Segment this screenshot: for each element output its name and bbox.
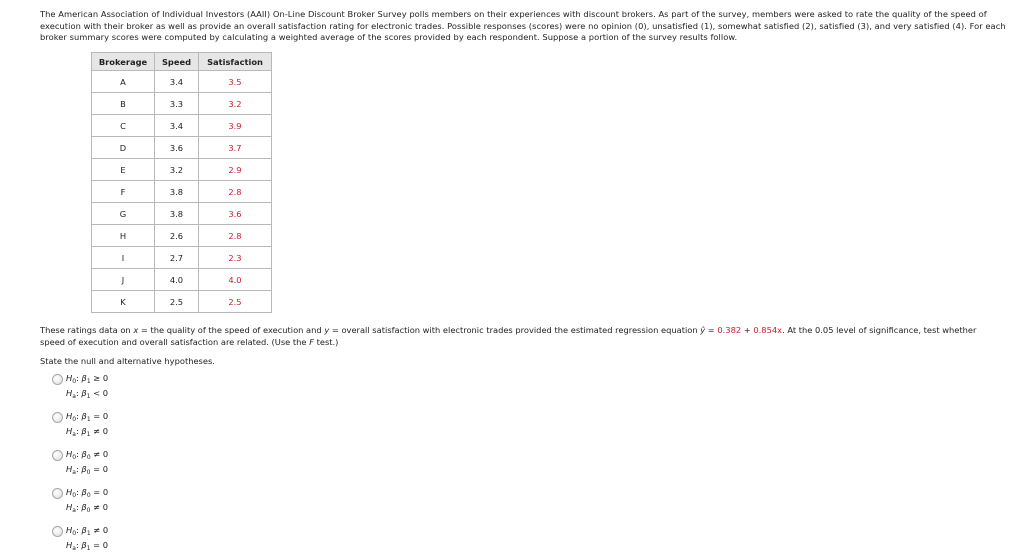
null-hypothesis [66,487,108,497]
cell-speed: 3.4 [155,71,199,93]
colon: : [76,449,82,459]
cell-brokerage: A [92,71,155,93]
beta-subscript: 1 [86,416,91,423]
cell-speed: 3.3 [155,93,199,115]
relation: < 0 [90,388,109,398]
h0-subscript: 0 [72,492,77,499]
header-speed: Speed [155,53,199,71]
table-row [92,115,272,137]
intercept-value: 0.382 [717,325,742,335]
relation: ≥ 0 [90,373,109,383]
h-symbol: H [66,373,73,383]
table-row [92,291,272,313]
ha-subscript: a [72,393,76,400]
plus-sign: + [741,325,754,335]
alternative-hypothesis [66,388,108,398]
relation: = 0 [90,411,109,421]
question-part4: . At the 0.05 level of significance, test whether speed of execution and overall satisfaction are related. (Use the [40,325,977,347]
radio-button[interactable] [52,450,63,461]
cell-satisfaction: 2.8 [199,181,272,203]
hypotheses-prompt: State the null and alternative hypotheses. [40,356,215,366]
alternative-hypothesis [66,540,108,550]
beta-subscript: 1 [86,530,91,537]
table-row [92,137,272,159]
slope-term: 0.854x [753,325,783,335]
cell-satisfaction: 2.5 [199,291,272,313]
table-row [92,225,272,247]
header-brokerage: Brokerage [92,53,155,71]
beta-symbol: β [81,449,87,459]
cell-satisfaction: 4.0 [199,269,272,291]
null-hypothesis [66,411,108,421]
colon: : [76,525,82,535]
colon: : [75,502,82,512]
radio-button[interactable] [52,374,63,385]
h-symbol: H [66,525,73,535]
h0-subscript: 0 [72,378,77,385]
table-row [92,93,272,115]
cell-satisfaction: 3.7 [199,137,272,159]
beta-symbol: β [81,540,87,550]
cell-brokerage: B [92,93,155,115]
null-hypothesis [66,373,108,383]
beta-subscript: 0 [86,492,91,499]
cell-speed: 3.8 [155,181,199,203]
cell-speed: 3.2 [155,159,199,181]
beta-symbol: β [81,411,87,421]
cell-speed: 4.0 [155,269,199,291]
question-text [40,325,1000,348]
beta-subscript: 1 [86,378,91,385]
colon: : [76,487,82,497]
cell-brokerage: H [92,225,155,247]
table-row [92,269,272,291]
question-part2: = the quality of the speed of execution and [138,325,325,335]
h-symbol: H [66,411,73,421]
question-part3: = overall satisfaction with electronic trades provided the estimated regression equation [329,325,701,335]
cell-speed: 3.8 [155,203,199,225]
cell-satisfaction: 3.6 [199,203,272,225]
beta-symbol: β [81,388,87,398]
beta-symbol: β [81,502,87,512]
h-symbol: H [66,464,73,474]
relation: ≠ 0 [90,426,109,436]
table-row [92,247,272,269]
cell-satisfaction: 3.2 [199,93,272,115]
problem-intro: The American Association of Individual Investors (AAII) On-Line Discount Broker Survey polls members on their experiences with discount brokers. As part of the survey, members were asked to rate the quality of the speed of execution with their broker as well as provide an overall satisfaction rating for electronic trades. Possible responses (scores) were no opinion (0), unsatisfied (1), somewhat satisfied (2), satisfied (3), and very satisfied (4). For each broker summary scores were computed by calculating a weighted average of the scores provided by each respondent. Suppose a portion of the survey results follow. [40,9,1006,42]
beta-symbol: β [81,487,87,497]
h-symbol: H [66,426,73,436]
survey-results-table [91,52,272,313]
beta-subscript: 0 [86,454,91,461]
relation: = 0 [90,464,109,474]
h-symbol: H [66,502,73,512]
radio-button[interactable] [52,488,63,499]
cell-satisfaction: 3.9 [199,115,272,137]
equals-sign: = [705,325,718,335]
cell-speed: 3.6 [155,137,199,159]
null-hypothesis [66,449,108,459]
cell-speed: 2.6 [155,225,199,247]
cell-brokerage: F [92,181,155,203]
cell-satisfaction: 2.9 [199,159,272,181]
relation: = 0 [90,540,109,550]
ha-subscript: a [72,507,76,514]
beta-symbol: β [81,464,87,474]
cell-speed: 3.4 [155,115,199,137]
beta-subscript: 1 [86,431,91,438]
h-symbol: H [66,388,73,398]
relation: ≠ 0 [90,525,109,535]
h0-subscript: 0 [72,454,77,461]
question-part5: test.) [313,336,339,347]
cell-satisfaction: 2.8 [199,225,272,247]
beta-subscript: 1 [86,393,91,400]
question-part1: These ratings data on [40,325,134,335]
cell-brokerage: J [92,269,155,291]
y-variable: y [324,325,330,335]
beta-subscript: 1 [86,545,91,552]
colon: : [75,540,82,550]
colon: : [75,426,82,436]
cell-satisfaction: 3.5 [199,71,272,93]
alternative-hypothesis [66,426,108,436]
colon: : [75,388,82,398]
colon: : [75,464,82,474]
colon: : [76,373,82,383]
x-variable: x [133,325,139,335]
y-hat: ŷ [700,325,706,335]
radio-button[interactable] [52,412,63,423]
beta-subscript: 0 [86,507,91,514]
table-row [92,181,272,203]
relation: = 0 [90,487,109,497]
cell-brokerage: K [92,291,155,313]
table-row [92,203,272,225]
beta-symbol: β [81,525,87,535]
beta-symbol: β [81,373,87,383]
h-symbol: H [66,449,73,459]
cell-brokerage: D [92,137,155,159]
alternative-hypothesis [66,502,108,512]
ha-subscript: a [72,545,76,552]
cell-brokerage: I [92,247,155,269]
cell-speed: 2.5 [155,291,199,313]
cell-speed: 2.7 [155,247,199,269]
beta-symbol: β [81,426,87,436]
cell-brokerage: E [92,159,155,181]
header-satisfaction: Satisfaction [199,53,272,71]
alternative-hypothesis [66,464,108,474]
colon: : [76,411,82,421]
h0-subscript: 0 [72,416,77,423]
cell-brokerage: G [92,203,155,225]
relation: ≠ 0 [90,502,109,512]
table-row [92,71,272,93]
ha-subscript: a [72,431,76,438]
h-symbol: H [66,487,73,497]
table-header-row [92,53,272,71]
f-variable: F [309,336,314,347]
h-symbol: H [66,540,73,550]
beta-subscript: 0 [86,469,91,476]
cell-satisfaction: 2.3 [199,247,272,269]
h0-subscript: 0 [72,530,77,537]
null-hypothesis [66,525,108,535]
relation: ≠ 0 [90,449,109,459]
ha-subscript: a [72,469,76,476]
table-row [92,159,272,181]
radio-button[interactable] [52,526,63,537]
cell-brokerage: C [92,115,155,137]
